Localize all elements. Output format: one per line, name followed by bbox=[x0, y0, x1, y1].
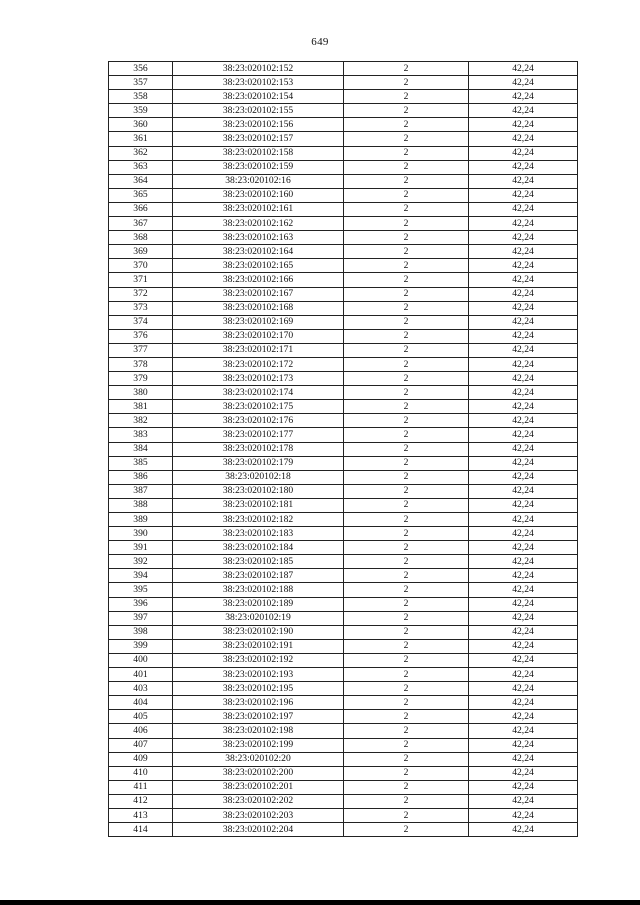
area-cell: 42,24 bbox=[469, 104, 578, 118]
table-row bbox=[109, 738, 578, 752]
page-number: 649 bbox=[311, 36, 329, 48]
cadastral-number-cell: 38:23:020102:157 bbox=[173, 132, 344, 146]
cadastral-number-cell: 38:23:020102:170 bbox=[173, 329, 344, 343]
area-cell: 42,24 bbox=[469, 724, 578, 738]
area-cell: 42,24 bbox=[469, 456, 578, 470]
row-number-cell: 370 bbox=[109, 259, 173, 273]
cadastral-number-cell: 38:23:020102:167 bbox=[173, 287, 344, 301]
cadastral-number-cell: 38:23:020102:16 bbox=[173, 174, 344, 188]
quantity-cell: 2 bbox=[344, 752, 469, 766]
cadastral-number-cell: 38:23:020102:152 bbox=[173, 62, 344, 76]
area-cell: 42,24 bbox=[469, 710, 578, 724]
area-cell: 42,24 bbox=[469, 808, 578, 822]
row-number-cell: 412 bbox=[109, 794, 173, 808]
row-number-cell: 364 bbox=[109, 174, 173, 188]
table-row bbox=[109, 104, 578, 118]
area-cell: 42,24 bbox=[469, 372, 578, 386]
row-number-cell: 360 bbox=[109, 118, 173, 132]
quantity-cell: 2 bbox=[344, 160, 469, 174]
cadastral-number-cell: 38:23:020102:190 bbox=[173, 625, 344, 639]
row-number-cell: 371 bbox=[109, 273, 173, 287]
cadastral-number-cell: 38:23:020102:19 bbox=[173, 611, 344, 625]
quantity-cell: 2 bbox=[344, 668, 469, 682]
area-cell: 42,24 bbox=[469, 794, 578, 808]
row-number-cell: 400 bbox=[109, 653, 173, 667]
area-cell: 42,24 bbox=[469, 470, 578, 484]
row-number-cell: 388 bbox=[109, 498, 173, 512]
quantity-cell: 2 bbox=[344, 104, 469, 118]
area-cell: 42,24 bbox=[469, 639, 578, 653]
cadastral-number-cell: 38:23:020102:20 bbox=[173, 752, 344, 766]
cadastral-number-cell: 38:23:020102:204 bbox=[173, 823, 344, 837]
area-cell: 42,24 bbox=[469, 273, 578, 287]
table-row bbox=[109, 160, 578, 174]
row-number-cell: 382 bbox=[109, 414, 173, 428]
table-row bbox=[109, 273, 578, 287]
quantity-cell: 2 bbox=[344, 823, 469, 837]
table-row bbox=[109, 766, 578, 780]
quantity-cell: 2 bbox=[344, 808, 469, 822]
area-cell: 42,24 bbox=[469, 498, 578, 512]
table-row bbox=[109, 555, 578, 569]
table-row bbox=[109, 696, 578, 710]
quantity-cell: 2 bbox=[344, 343, 469, 357]
quantity-cell: 2 bbox=[344, 217, 469, 231]
quantity-cell: 2 bbox=[344, 231, 469, 245]
cadastral-number-cell: 38:23:020102:203 bbox=[173, 808, 344, 822]
cadastral-number-cell: 38:23:020102:191 bbox=[173, 639, 344, 653]
quantity-cell: 2 bbox=[344, 273, 469, 287]
cadastral-number-cell: 38:23:020102:177 bbox=[173, 428, 344, 442]
row-number-cell: 385 bbox=[109, 456, 173, 470]
row-number-cell: 357 bbox=[109, 76, 173, 90]
area-cell: 42,24 bbox=[469, 513, 578, 527]
table-row bbox=[109, 752, 578, 766]
table-row bbox=[109, 513, 578, 527]
cadastral-number-cell: 38:23:020102:187 bbox=[173, 569, 344, 583]
row-number-cell: 384 bbox=[109, 442, 173, 456]
cadastral-number-cell: 38:23:020102:179 bbox=[173, 456, 344, 470]
table-row bbox=[109, 76, 578, 90]
quantity-cell: 2 bbox=[344, 724, 469, 738]
cadastral-number-cell: 38:23:020102:180 bbox=[173, 484, 344, 498]
table-row bbox=[109, 611, 578, 625]
cadastral-number-cell: 38:23:020102:200 bbox=[173, 766, 344, 780]
area-cell: 42,24 bbox=[469, 217, 578, 231]
row-number-cell: 407 bbox=[109, 738, 173, 752]
table-row bbox=[109, 202, 578, 216]
cadastral-number-cell: 38:23:020102:193 bbox=[173, 668, 344, 682]
area-cell: 42,24 bbox=[469, 146, 578, 160]
quantity-cell: 2 bbox=[344, 710, 469, 724]
quantity-cell: 2 bbox=[344, 315, 469, 329]
cadastral-number-cell: 38:23:020102:169 bbox=[173, 315, 344, 329]
area-cell: 42,24 bbox=[469, 569, 578, 583]
row-number-cell: 391 bbox=[109, 541, 173, 555]
row-number-cell: 363 bbox=[109, 160, 173, 174]
table-row bbox=[109, 372, 578, 386]
table-row bbox=[109, 231, 578, 245]
table-row bbox=[109, 456, 578, 470]
cadastral-number-cell: 38:23:020102:198 bbox=[173, 724, 344, 738]
row-number-cell: 404 bbox=[109, 696, 173, 710]
quantity-cell: 2 bbox=[344, 287, 469, 301]
quantity-cell: 2 bbox=[344, 653, 469, 667]
area-cell: 42,24 bbox=[469, 343, 578, 357]
cadastral-number-cell: 38:23:020102:165 bbox=[173, 259, 344, 273]
quantity-cell: 2 bbox=[344, 132, 469, 146]
quantity-cell: 2 bbox=[344, 428, 469, 442]
area-cell: 42,24 bbox=[469, 484, 578, 498]
area-cell: 42,24 bbox=[469, 386, 578, 400]
area-cell: 42,24 bbox=[469, 287, 578, 301]
quantity-cell: 2 bbox=[344, 682, 469, 696]
table-row bbox=[109, 724, 578, 738]
row-number-cell: 411 bbox=[109, 780, 173, 794]
table-row bbox=[109, 428, 578, 442]
parcel-table-body bbox=[109, 62, 578, 837]
cadastral-number-cell: 38:23:020102:196 bbox=[173, 696, 344, 710]
quantity-cell: 2 bbox=[344, 555, 469, 569]
table-row bbox=[109, 710, 578, 724]
area-cell: 42,24 bbox=[469, 752, 578, 766]
area-cell: 42,24 bbox=[469, 76, 578, 90]
quantity-cell: 2 bbox=[344, 611, 469, 625]
cadastral-number-cell: 38:23:020102:172 bbox=[173, 357, 344, 371]
quantity-cell: 2 bbox=[344, 470, 469, 484]
area-cell: 42,24 bbox=[469, 174, 578, 188]
cadastral-number-cell: 38:23:020102:185 bbox=[173, 555, 344, 569]
quantity-cell: 2 bbox=[344, 625, 469, 639]
area-cell: 42,24 bbox=[469, 611, 578, 625]
quantity-cell: 2 bbox=[344, 245, 469, 259]
quantity-cell: 2 bbox=[344, 62, 469, 76]
table-row bbox=[109, 668, 578, 682]
scan-bottom-edge bbox=[0, 900, 640, 905]
quantity-cell: 2 bbox=[344, 386, 469, 400]
quantity-cell: 2 bbox=[344, 414, 469, 428]
parcel-table-container bbox=[108, 61, 578, 837]
row-number-cell: 358 bbox=[109, 90, 173, 104]
area-cell: 42,24 bbox=[469, 414, 578, 428]
table-row bbox=[109, 442, 578, 456]
row-number-cell: 397 bbox=[109, 611, 173, 625]
cadastral-number-cell: 38:23:020102:202 bbox=[173, 794, 344, 808]
area-cell: 42,24 bbox=[469, 625, 578, 639]
quantity-cell: 2 bbox=[344, 118, 469, 132]
area-cell: 42,24 bbox=[469, 400, 578, 414]
cadastral-number-cell: 38:23:020102:178 bbox=[173, 442, 344, 456]
table-row bbox=[109, 639, 578, 653]
quantity-cell: 2 bbox=[344, 484, 469, 498]
area-cell: 42,24 bbox=[469, 188, 578, 202]
row-number-cell: 379 bbox=[109, 372, 173, 386]
row-number-cell: 392 bbox=[109, 555, 173, 569]
quantity-cell: 2 bbox=[344, 738, 469, 752]
row-number-cell: 409 bbox=[109, 752, 173, 766]
table-row bbox=[109, 794, 578, 808]
parcel-table bbox=[108, 61, 578, 837]
quantity-cell: 2 bbox=[344, 202, 469, 216]
table-row bbox=[109, 808, 578, 822]
table-row bbox=[109, 174, 578, 188]
quantity-cell: 2 bbox=[344, 541, 469, 555]
row-number-cell: 414 bbox=[109, 823, 173, 837]
quantity-cell: 2 bbox=[344, 301, 469, 315]
row-number-cell: 381 bbox=[109, 400, 173, 414]
row-number-cell: 367 bbox=[109, 217, 173, 231]
cadastral-number-cell: 38:23:020102:174 bbox=[173, 386, 344, 400]
area-cell: 42,24 bbox=[469, 527, 578, 541]
cadastral-number-cell: 38:23:020102:156 bbox=[173, 118, 344, 132]
area-cell: 42,24 bbox=[469, 132, 578, 146]
row-number-cell: 359 bbox=[109, 104, 173, 118]
area-cell: 42,24 bbox=[469, 301, 578, 315]
quantity-cell: 2 bbox=[344, 76, 469, 90]
row-number-cell: 366 bbox=[109, 202, 173, 216]
cadastral-number-cell: 38:23:020102:182 bbox=[173, 513, 344, 527]
row-number-cell: 373 bbox=[109, 301, 173, 315]
cadastral-number-cell: 38:23:020102:199 bbox=[173, 738, 344, 752]
cadastral-number-cell: 38:23:020102:154 bbox=[173, 90, 344, 104]
area-cell: 42,24 bbox=[469, 766, 578, 780]
quantity-cell: 2 bbox=[344, 527, 469, 541]
row-number-cell: 356 bbox=[109, 62, 173, 76]
table-row bbox=[109, 357, 578, 371]
cadastral-number-cell: 38:23:020102:184 bbox=[173, 541, 344, 555]
cadastral-number-cell: 38:23:020102:18 bbox=[173, 470, 344, 484]
quantity-cell: 2 bbox=[344, 696, 469, 710]
table-row bbox=[109, 569, 578, 583]
cadastral-number-cell: 38:23:020102:163 bbox=[173, 231, 344, 245]
quantity-cell: 2 bbox=[344, 766, 469, 780]
table-row bbox=[109, 90, 578, 104]
quantity-cell: 2 bbox=[344, 442, 469, 456]
area-cell: 42,24 bbox=[469, 329, 578, 343]
area-cell: 42,24 bbox=[469, 541, 578, 555]
area-cell: 42,24 bbox=[469, 823, 578, 837]
quantity-cell: 2 bbox=[344, 146, 469, 160]
table-row bbox=[109, 301, 578, 315]
area-cell: 42,24 bbox=[469, 738, 578, 752]
table-row bbox=[109, 245, 578, 259]
row-number-cell: 387 bbox=[109, 484, 173, 498]
table-row bbox=[109, 259, 578, 273]
quantity-cell: 2 bbox=[344, 188, 469, 202]
area-cell: 42,24 bbox=[469, 428, 578, 442]
area-cell: 42,24 bbox=[469, 357, 578, 371]
cadastral-number-cell: 38:23:020102:158 bbox=[173, 146, 344, 160]
row-number-cell: 383 bbox=[109, 428, 173, 442]
quantity-cell: 2 bbox=[344, 90, 469, 104]
area-cell: 42,24 bbox=[469, 442, 578, 456]
area-cell: 42,24 bbox=[469, 583, 578, 597]
table-row bbox=[109, 386, 578, 400]
row-number-cell: 390 bbox=[109, 527, 173, 541]
cadastral-number-cell: 38:23:020102:189 bbox=[173, 597, 344, 611]
quantity-cell: 2 bbox=[344, 498, 469, 512]
row-number-cell: 403 bbox=[109, 682, 173, 696]
table-row bbox=[109, 484, 578, 498]
row-number-cell: 378 bbox=[109, 357, 173, 371]
row-number-cell: 372 bbox=[109, 287, 173, 301]
cadastral-number-cell: 38:23:020102:162 bbox=[173, 217, 344, 231]
row-number-cell: 410 bbox=[109, 766, 173, 780]
table-row bbox=[109, 414, 578, 428]
cadastral-number-cell: 38:23:020102:168 bbox=[173, 301, 344, 315]
row-number-cell: 394 bbox=[109, 569, 173, 583]
cadastral-number-cell: 38:23:020102:164 bbox=[173, 245, 344, 259]
table-row bbox=[109, 541, 578, 555]
quantity-cell: 2 bbox=[344, 583, 469, 597]
cadastral-number-cell: 38:23:020102:197 bbox=[173, 710, 344, 724]
cadastral-number-cell: 38:23:020102:160 bbox=[173, 188, 344, 202]
row-number-cell: 362 bbox=[109, 146, 173, 160]
row-number-cell: 369 bbox=[109, 245, 173, 259]
table-row bbox=[109, 118, 578, 132]
quantity-cell: 2 bbox=[344, 456, 469, 470]
row-number-cell: 380 bbox=[109, 386, 173, 400]
cadastral-number-cell: 38:23:020102:155 bbox=[173, 104, 344, 118]
area-cell: 42,24 bbox=[469, 696, 578, 710]
cadastral-number-cell: 38:23:020102:176 bbox=[173, 414, 344, 428]
table-row bbox=[109, 315, 578, 329]
table-row bbox=[109, 287, 578, 301]
area-cell: 42,24 bbox=[469, 231, 578, 245]
row-number-cell: 386 bbox=[109, 470, 173, 484]
cadastral-number-cell: 38:23:020102:181 bbox=[173, 498, 344, 512]
table-row bbox=[109, 583, 578, 597]
quantity-cell: 2 bbox=[344, 639, 469, 653]
cadastral-number-cell: 38:23:020102:159 bbox=[173, 160, 344, 174]
table-row bbox=[109, 498, 578, 512]
table-row bbox=[109, 62, 578, 76]
row-number-cell: 368 bbox=[109, 231, 173, 245]
quantity-cell: 2 bbox=[344, 259, 469, 273]
row-number-cell: 389 bbox=[109, 513, 173, 527]
table-row bbox=[109, 653, 578, 667]
quantity-cell: 2 bbox=[344, 597, 469, 611]
area-cell: 42,24 bbox=[469, 245, 578, 259]
area-cell: 42,24 bbox=[469, 653, 578, 667]
row-number-cell: 365 bbox=[109, 188, 173, 202]
area-cell: 42,24 bbox=[469, 780, 578, 794]
area-cell: 42,24 bbox=[469, 315, 578, 329]
area-cell: 42,24 bbox=[469, 597, 578, 611]
table-row bbox=[109, 682, 578, 696]
table-row bbox=[109, 146, 578, 160]
cadastral-number-cell: 38:23:020102:161 bbox=[173, 202, 344, 216]
quantity-cell: 2 bbox=[344, 569, 469, 583]
cadastral-number-cell: 38:23:020102:195 bbox=[173, 682, 344, 696]
area-cell: 42,24 bbox=[469, 62, 578, 76]
row-number-cell: 413 bbox=[109, 808, 173, 822]
area-cell: 42,24 bbox=[469, 160, 578, 174]
table-row bbox=[109, 780, 578, 794]
cadastral-number-cell: 38:23:020102:192 bbox=[173, 653, 344, 667]
table-row bbox=[109, 400, 578, 414]
area-cell: 42,24 bbox=[469, 118, 578, 132]
area-cell: 42,24 bbox=[469, 555, 578, 569]
quantity-cell: 2 bbox=[344, 513, 469, 527]
cadastral-number-cell: 38:23:020102:173 bbox=[173, 372, 344, 386]
row-number-cell: 401 bbox=[109, 668, 173, 682]
quantity-cell: 2 bbox=[344, 174, 469, 188]
table-row bbox=[109, 597, 578, 611]
quantity-cell: 2 bbox=[344, 400, 469, 414]
table-row bbox=[109, 470, 578, 484]
cadastral-number-cell: 38:23:020102:183 bbox=[173, 527, 344, 541]
row-number-cell: 405 bbox=[109, 710, 173, 724]
table-row bbox=[109, 329, 578, 343]
area-cell: 42,24 bbox=[469, 682, 578, 696]
quantity-cell: 2 bbox=[344, 794, 469, 808]
row-number-cell: 374 bbox=[109, 315, 173, 329]
quantity-cell: 2 bbox=[344, 329, 469, 343]
row-number-cell: 396 bbox=[109, 597, 173, 611]
table-row bbox=[109, 625, 578, 639]
table-row bbox=[109, 823, 578, 837]
table-row bbox=[109, 527, 578, 541]
row-number-cell: 377 bbox=[109, 343, 173, 357]
quantity-cell: 2 bbox=[344, 372, 469, 386]
table-row bbox=[109, 132, 578, 146]
cadastral-number-cell: 38:23:020102:175 bbox=[173, 400, 344, 414]
table-row bbox=[109, 343, 578, 357]
row-number-cell: 399 bbox=[109, 639, 173, 653]
row-number-cell: 361 bbox=[109, 132, 173, 146]
area-cell: 42,24 bbox=[469, 259, 578, 273]
area-cell: 42,24 bbox=[469, 668, 578, 682]
row-number-cell: 406 bbox=[109, 724, 173, 738]
cadastral-number-cell: 38:23:020102:201 bbox=[173, 780, 344, 794]
cadastral-number-cell: 38:23:020102:166 bbox=[173, 273, 344, 287]
quantity-cell: 2 bbox=[344, 357, 469, 371]
cadastral-number-cell: 38:23:020102:153 bbox=[173, 76, 344, 90]
row-number-cell: 376 bbox=[109, 329, 173, 343]
area-cell: 42,24 bbox=[469, 90, 578, 104]
row-number-cell: 398 bbox=[109, 625, 173, 639]
cadastral-number-cell: 38:23:020102:188 bbox=[173, 583, 344, 597]
area-cell: 42,24 bbox=[469, 202, 578, 216]
table-row bbox=[109, 217, 578, 231]
row-number-cell: 395 bbox=[109, 583, 173, 597]
cadastral-number-cell: 38:23:020102:171 bbox=[173, 343, 344, 357]
quantity-cell: 2 bbox=[344, 780, 469, 794]
table-row bbox=[109, 188, 578, 202]
